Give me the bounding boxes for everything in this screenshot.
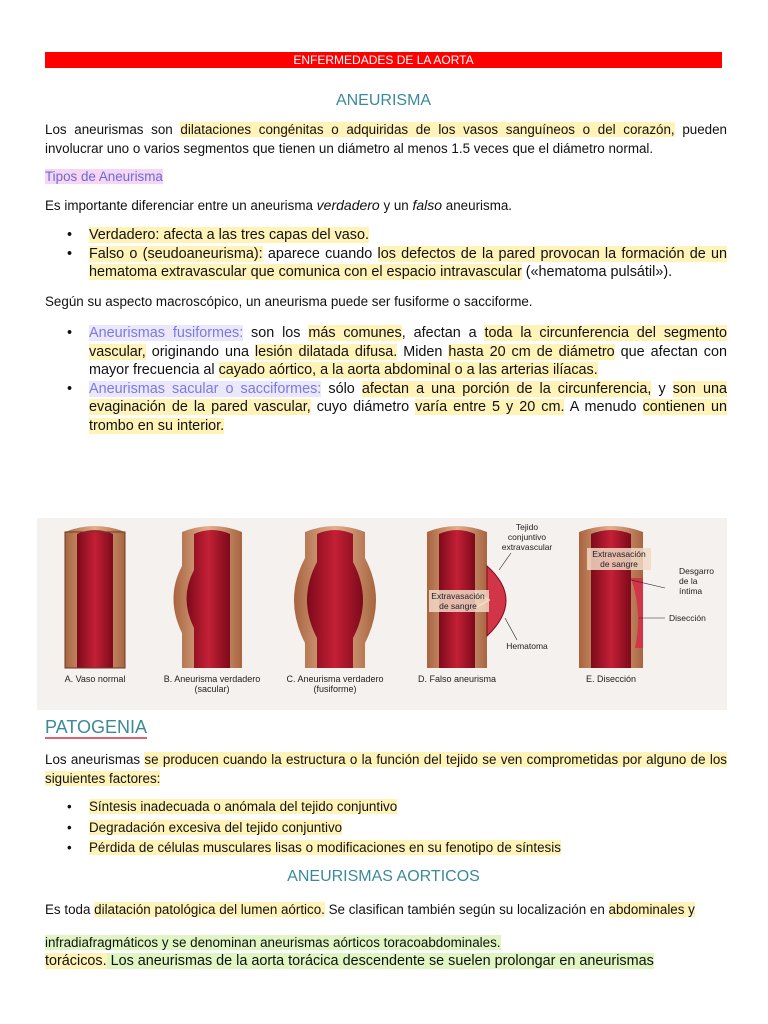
bullet-icon: • <box>67 819 72 835</box>
text: originando una <box>145 343 255 360</box>
caption-e: E. Disección <box>585 674 637 684</box>
heading-text: PATOGENIA <box>45 717 148 737</box>
label-tejido: Tejido <box>515 522 539 532</box>
text: y <box>651 380 673 397</box>
text: cuyo diámetro <box>310 399 416 415</box>
label-saculares: Aneurismas sacular o sacciformes: <box>89 380 322 397</box>
bullet-icon: • <box>67 799 72 814</box>
text: Se clasifican también según su localización en <box>324 902 609 917</box>
list-item <box>45 226 727 245</box>
heading-aneurisma: ANEURISMA <box>335 92 432 109</box>
label-conjuntivo: conjuntivo <box>507 532 547 542</box>
factores-list <box>45 798 727 858</box>
vessel-c-fusiform <box>294 526 376 668</box>
paragraph-aorticos-1 <box>45 901 727 920</box>
label-diseccion: Disección <box>669 613 706 623</box>
highlight: afectan a una porción de la circunferencia, <box>361 380 652 397</box>
caption-b: B. Aneurisma verdadero <box>163 674 261 684</box>
bullet-icon: • <box>67 840 72 855</box>
paragraph-aorticos-2 <box>45 934 727 953</box>
label-hematoma: Hematoma <box>506 641 548 651</box>
label-intima: íntima <box>679 586 703 596</box>
bullet-icon: • <box>67 380 73 397</box>
highlight: Síntesis inadecuada o anómala del tejido conjuntivo <box>89 799 398 814</box>
highlight: lesión dilatada difusa. <box>254 343 398 360</box>
bullet-icon: • <box>67 245 73 262</box>
heading-aneurismas-aorticos: ANEURISMAS AORTICOS <box>287 868 480 885</box>
highlight-green: Los aneurismas de la aorta torácica descendente se suelen prolongar en aneurismas <box>106 953 654 969</box>
label-desgarro: Desgarro <box>679 566 714 576</box>
highlight: Pérdida de células musculares lisas o modificaciones en su fenotipo de síntesis <box>89 840 561 855</box>
highlight: los defectos de la pared provocan la formación de un hematoma extravascular que comunica con el espacio intravascular <box>89 245 727 280</box>
tipos-heading <box>45 168 727 187</box>
text: aparece cuando <box>262 245 378 262</box>
caption-a: A. Vaso normal <box>64 674 126 684</box>
label-extravascular: extravascular <box>501 542 553 552</box>
bullet-icon: • <box>67 227 73 243</box>
heading-patogenia <box>45 717 147 738</box>
highlight: dilataciones congénitas o adquiridas de los vasos sanguíneos o del corazón, <box>180 122 675 137</box>
text: Es toda <box>45 902 95 917</box>
text: sólo <box>321 380 362 397</box>
highlight: más comunes <box>308 325 402 341</box>
text: Miden <box>397 343 449 360</box>
label-extravasacion-e: Extravasación <box>592 549 646 559</box>
text: Es importante diferenciar entre un aneurisma <box>45 198 317 213</box>
bullet-icon: • <box>67 325 73 341</box>
paragraph-macroscopico: Según su aspecto macroscópico, un aneurisma puede ser fusiforme o sacciforme. <box>45 294 533 309</box>
forma-list <box>45 324 727 435</box>
text: pueden involucrar uno o varios segmentos que tienen un diámetro al menos 1.5 veces que el diámetro normal. <box>45 122 728 156</box>
highlight: son una evaginación de la pared vascular, <box>89 380 727 415</box>
highlight: Verdadero: afecta a las tres capas del vaso. <box>89 227 369 243</box>
highlight: hasta 20 cm de diámetro <box>448 343 615 360</box>
list-item <box>45 380 727 436</box>
label-extravasacion-d: Extravasación <box>431 591 485 601</box>
vessel-a-normal <box>65 526 125 668</box>
title-banner: ENFERMEDADES DE LA AORTA <box>45 52 722 68</box>
highlight: contienen un trombo en su interior. <box>89 399 728 434</box>
text: Los aneurismas <box>45 752 145 767</box>
text: y un <box>379 198 413 213</box>
highlight: abdominales y <box>608 902 695 917</box>
highlight: se producen cuando la estructura o la función del tejido se ven comprometidas por alguno de los siguientes factores: <box>45 752 727 786</box>
highlight: varía entre 5 y 20 cm. <box>415 399 565 415</box>
highlight: cayado aórtico, a la aorta abdominal o a las arterias ilíacas. <box>218 362 598 378</box>
highlight: dilatación patológica del lumen aórtico. <box>94 902 325 917</box>
list-item <box>45 839 727 858</box>
highlight: torácicos. <box>45 953 107 969</box>
text: aneurisma. <box>442 198 513 213</box>
paragraph-diferenciar <box>45 196 727 216</box>
text-italic: falso <box>412 197 443 213</box>
text: que afectan con mayor frecuencia al <box>89 343 727 378</box>
tipos-list <box>45 226 727 282</box>
label-fusiformes: Aneurismas fusiformes: <box>89 325 244 341</box>
label-de-sangre-e: de sangre <box>600 559 638 569</box>
label-de-sangre-d: de sangre <box>439 601 477 611</box>
text: , afectan a <box>401 325 485 341</box>
paragraph-patogenia <box>45 751 727 788</box>
label-de-la: de la <box>679 576 698 586</box>
highlight: toda la circunferencia del segmento vascular, <box>89 325 728 360</box>
highlight: Falso o (seudoaneurisma): <box>89 245 263 262</box>
list-item <box>45 798 727 817</box>
paragraph-aorticos-3 <box>45 952 727 971</box>
text: («hematoma pulsátil»). <box>521 264 673 280</box>
text: son los <box>243 325 309 341</box>
vessel-b-saccular <box>174 526 243 668</box>
list-item <box>45 819 727 838</box>
text-italic: verdadero <box>316 197 380 213</box>
highlight-green: infradiafragmáticos y se denominan aneurismas aórticos toracoabdominales. <box>45 935 501 950</box>
aneurysm-figure <box>37 518 727 710</box>
text: Los aneurismas son <box>45 122 181 137</box>
list-item <box>45 245 727 282</box>
paragraph-intro <box>45 121 727 158</box>
highlight: Degradación excesiva del tejido conjuntivo <box>89 819 343 835</box>
text: A menudo <box>564 399 643 415</box>
caption-c-sub: (fusiforme) <box>313 684 357 694</box>
caption-c: C. Aneurisma verdadero <box>286 674 384 684</box>
tipos-label: Tipos de Aneurisma <box>45 169 163 184</box>
list-item <box>45 324 727 380</box>
caption-b-sub: (sacular) <box>194 684 230 694</box>
caption-d: D. Falso aneurisma <box>417 674 497 684</box>
